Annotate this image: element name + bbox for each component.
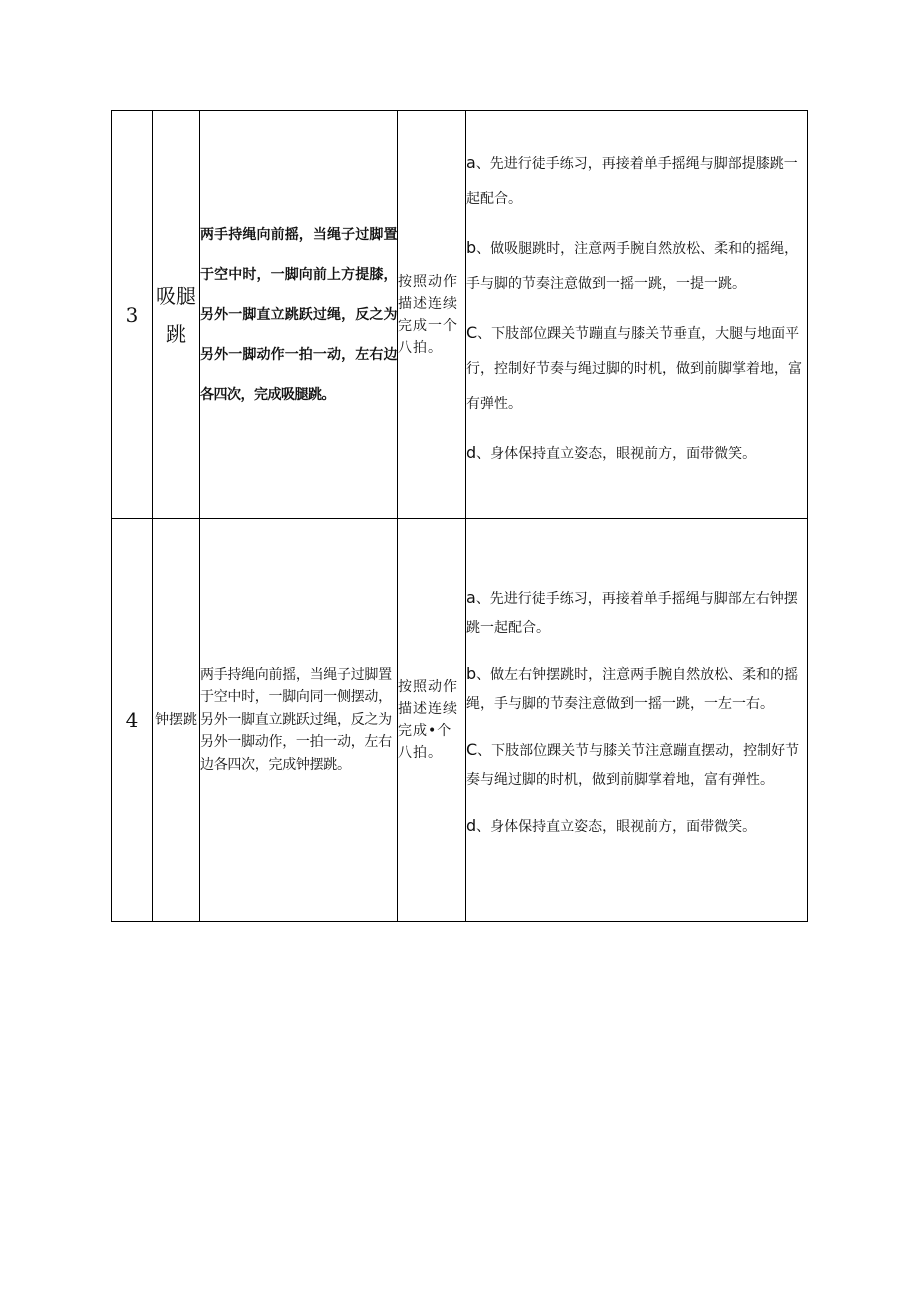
key-point [466,145,807,217]
key-point-letter: d [466,815,477,835]
key-point-letter: b [466,663,477,683]
key-point-letter: d [466,442,477,462]
key-point-text: 、下肢部位踝关节蹦直与膝关节垂直，大腿与地面平行，控制好节奏与绳过脚的时机，做到前脚掌着地，富有弹性。 [466,325,802,412]
key-point-letter: a [466,587,476,607]
key-point [466,315,807,422]
row-number: 3 [112,111,153,519]
key-point [466,735,807,795]
key-point-text: 、做左右钟摆跳时，注意两手腕自然放松、柔和的摇绳，手与脚的节奏注意做到一摇一跳，一左一右。 [466,666,799,712]
key-point-letter: a [466,152,476,172]
key-point [466,230,807,302]
key-point [466,583,807,643]
table-row [112,519,808,922]
key-point [466,811,807,842]
exercise-requirement: 按照动作描述连续完成一个八拍。 [398,111,466,519]
exercise-table [111,110,808,922]
key-point-text: 、先进行徒手练习，再接着单手摇绳与脚部提膝跳一起配合。 [466,155,798,207]
key-point-text: 、身体保持直立姿态，眼视前方，面带微笑。 [476,445,757,462]
exercise-description: 两手持绳向前摇，当绳子过脚置于空中时，一脚向同一侧摆动，另外一脚直立跳跃过绳，反之为另外一脚动作，一拍一动，左右边各四次，完成钟摆跳。 [200,519,398,922]
key-point-letter: C [466,739,478,759]
exercise-name: 钟摆跳 [153,519,200,922]
key-point [466,435,807,472]
key-points [466,111,808,519]
key-point-letter: b [466,237,477,257]
key-point-text: 、先进行徒手练习，再接着单手摇绳与脚部左右钟摆跳一起配合。 [466,590,798,636]
key-point-letter: C [466,322,478,342]
key-points [466,519,808,922]
table-row [112,111,808,519]
exercise-requirement: 按照动作描述连续完成•个八拍。 [398,519,466,922]
exercise-name: 吸腿跳 [153,111,200,519]
exercise-description: 两手持绳向前摇，当绳子过脚置于空中时，一脚向前上方提膝，另外一脚直立跳跃过绳，反之为另外一脚动作一拍一动，左右边各四次，完成吸腿跳。 [200,111,398,519]
key-point-text: 、做吸腿跳时，注意两手腕自然放松、柔和的摇绳，手与脚的节奏注意做到一摇一跳，一提一跳。 [466,240,799,292]
key-point-text: 、身体保持直立姿态，眼视前方，面带微笑。 [476,818,757,835]
row-number: 4 [112,519,153,922]
key-point [466,659,807,719]
key-point-text: 、下肢部位踝关节与膝关节注意蹦直摆动，控制好节奏与绳过脚的时机，做到前脚掌着地，富有弹性。 [466,742,800,788]
